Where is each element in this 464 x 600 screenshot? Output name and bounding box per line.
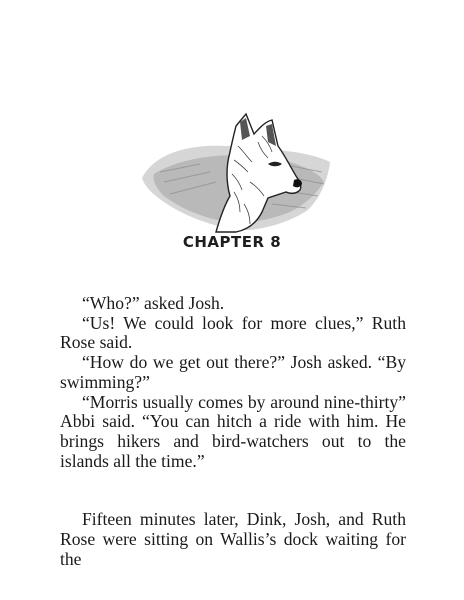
wolf-illustration-icon (140, 112, 332, 234)
paragraph: “How do we get out there?” Josh asked. “By swimming?” (60, 352, 406, 392)
chapter-heading: CHAPTER 8 (182, 233, 282, 251)
paragraph: Fifteen minutes later, Dink, Josh, and Ruth Rose were sitting on Wallis’s dock waiting for the (60, 509, 406, 569)
paragraph: “Morris usually comes by around nine-thirty” Abbi said. “You can hitch a ride with him. He brings hikers and bird-watchers out to the islands all the time.” (60, 391, 406, 471)
chapter-body-text (60, 294, 406, 569)
paragraph: “Us! We could look for more clues,” Ruth Rose said. (60, 312, 406, 353)
paragraph: “Who?” asked Josh. (82, 293, 225, 313)
